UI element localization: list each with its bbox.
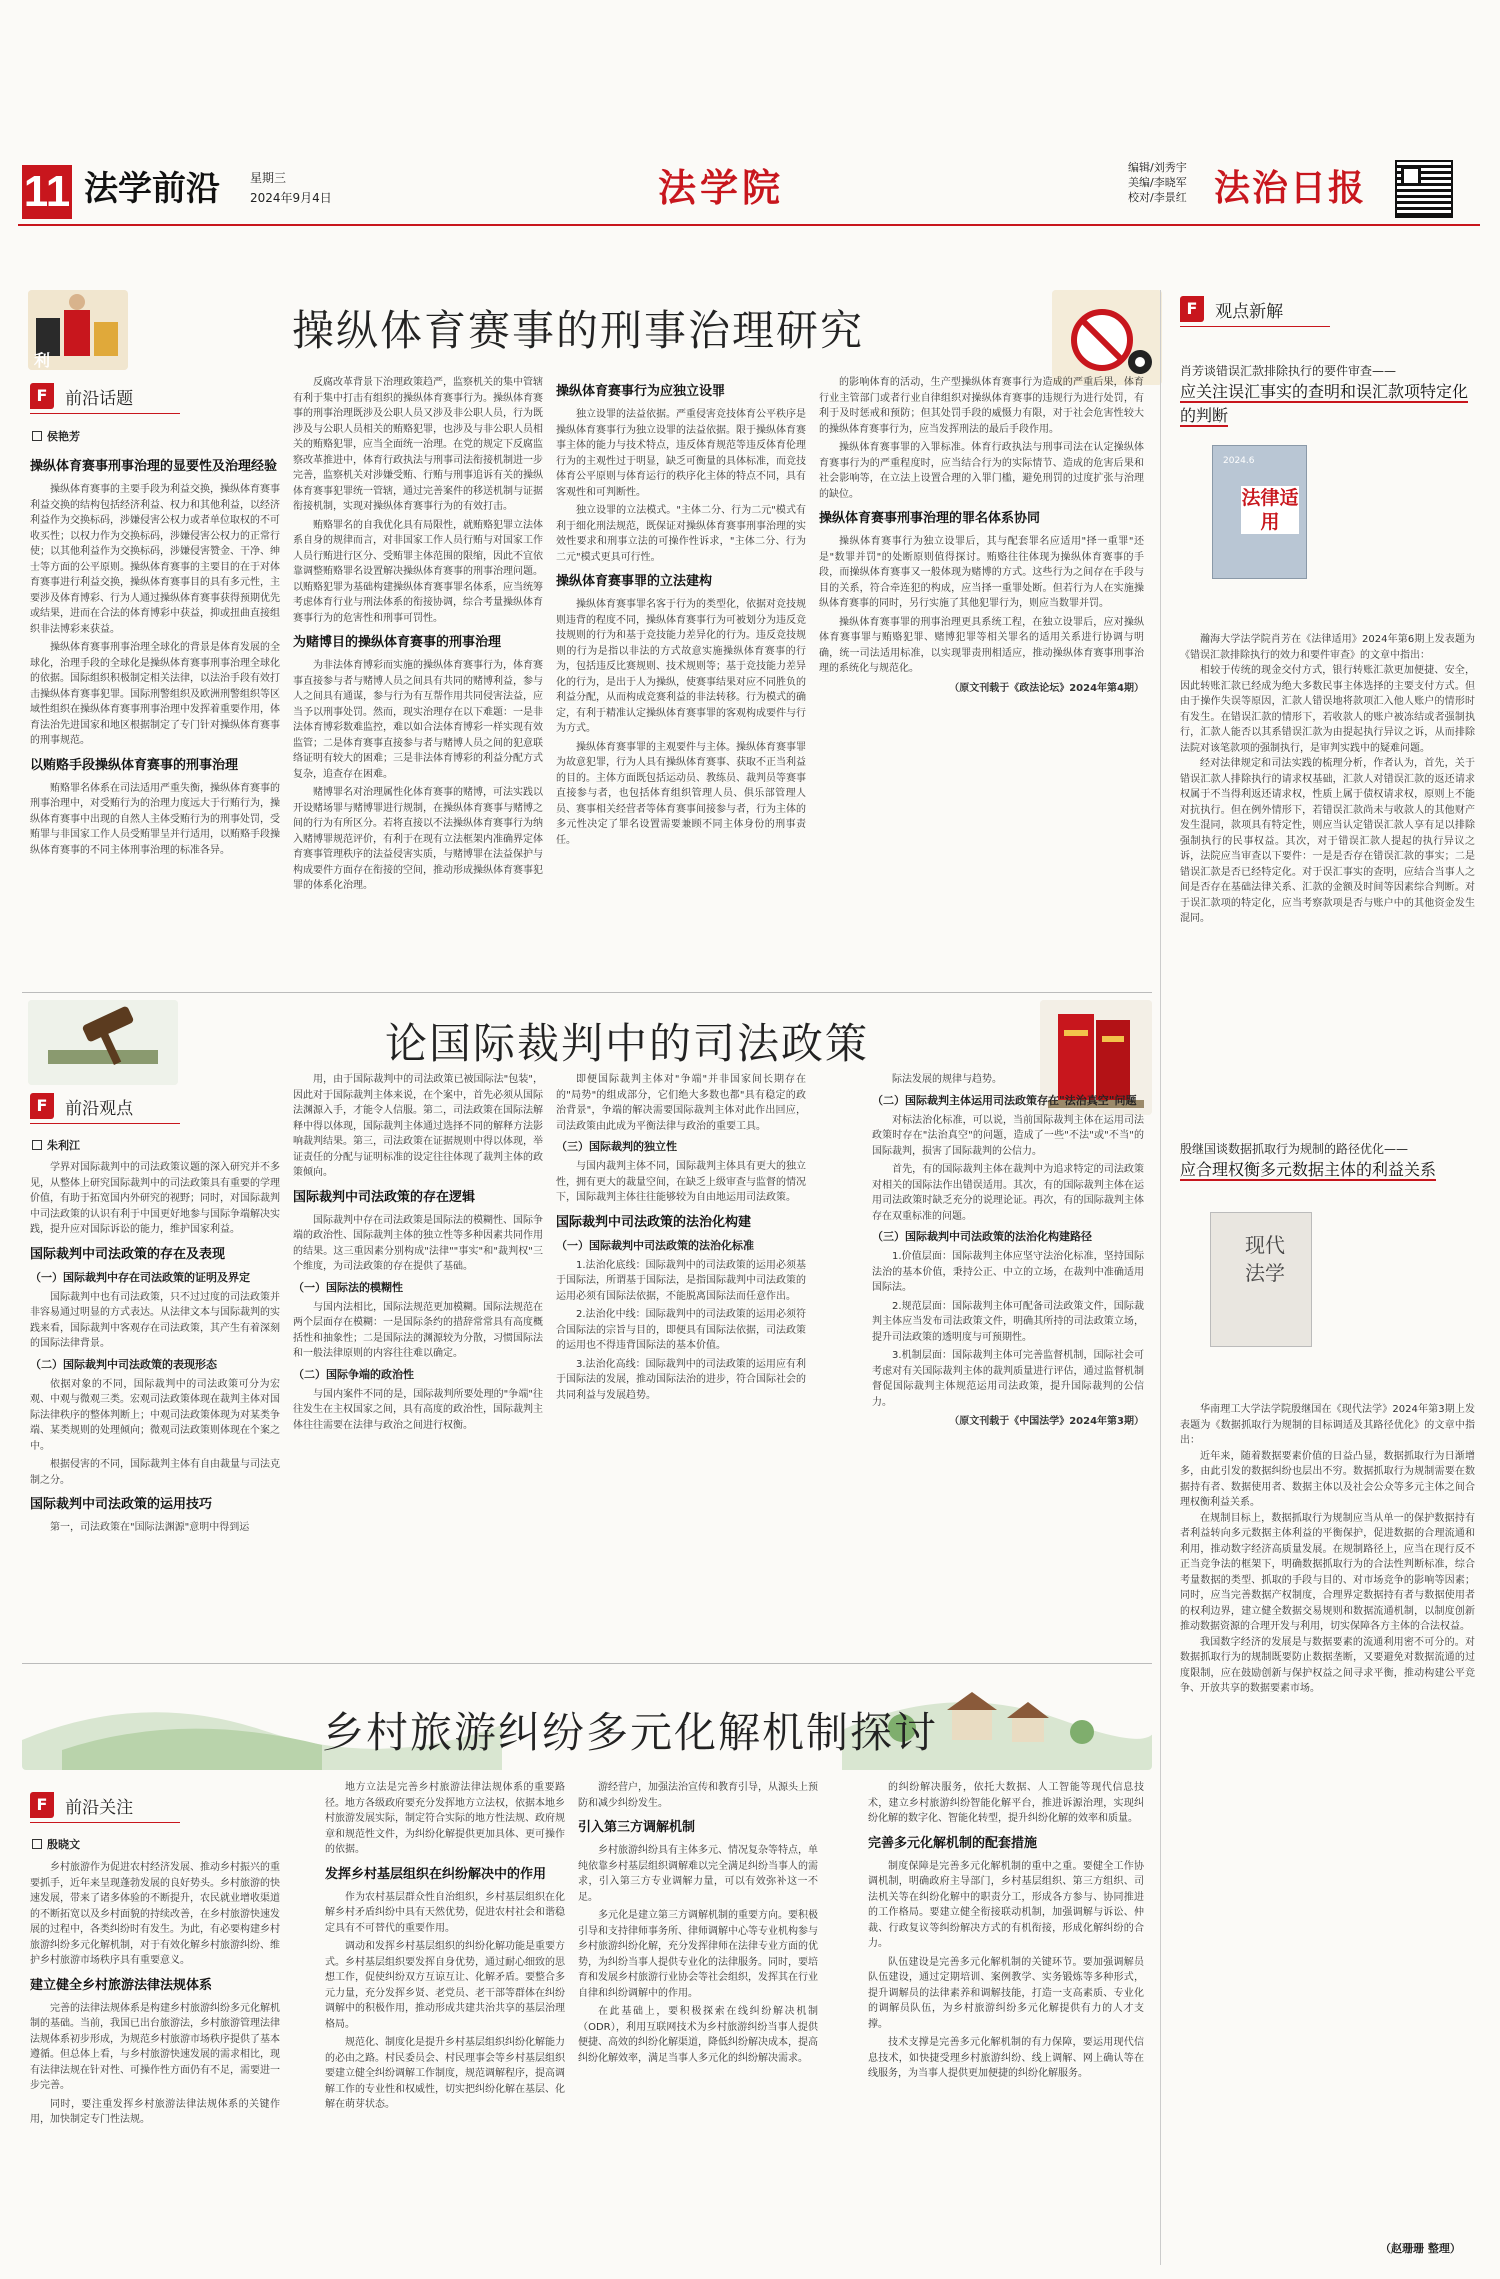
paragraph: 华南理工大学法学院殷继国在《现代法学》2024年第3期上发表题为《数据抓取行为规制的目标调适及其路径优化》的文章中指出： [1180,1404,1475,1446]
paragraph: 技术支撑是完善多元化解机制的有力保障，要运用现代信息技术，如快捷受理乡村旅游纠纷、线上调解、网上确认等在线服务，为当事人提供更加便捷的纠纷化解服务。 [868,2037,1144,2079]
date: 2024年9月4日 [250,191,332,205]
subheading: 引入第三方调解机制 [578,1820,696,1835]
article-column [293,1072,543,1655]
paragraph: 2.规范层面：国际裁判主体可配备司法政策文件，国际裁判主体应当发布司法政策文件，明确其所持的司法政策立场，提升司法政策的透明度与可预期性。 [872,1300,1144,1343]
section-tag [30,1792,190,1822]
article-title: 论国际裁判中的司法政策 [385,1019,870,1068]
paragraph: 3.法治化高线：国际裁判中的司法政策的运用应有利于国际法的发展，推动国际法治的进步，符合国际社会的共同利益与发展趋势。 [556,1358,806,1401]
section-f-icon: F [30,1093,54,1119]
subheading: 操纵体育赛事罪的立法建构 [556,574,713,589]
author-byline [32,1836,80,1852]
paragraph: 与国内裁判主体不同，国际裁判主体具有更大的独立性，拥有更大的裁量空间，在缺乏上级审查与监督的情况下，国际裁判主体往往能够较为自由地运用司法政策。 [556,1161,806,1203]
article-column [30,450,280,985]
subheading: 为赌博目的操纵体育赛事的刑事治理 [293,635,502,650]
paragraph: 操纵体育赛事的主要手段为利益交换，操纵体育赛事利益交换的结构包括经济利益、权力和其他利益，以经济利益作为交换标码，涉嫌侵害公权力或者单位取权的不可收买性；以权力作为交换标码，涉嫌侵害公权力的正常行使；以其他利益作为交换标码，涉嫌侵害赞金、干净、绅士等方面的公平原则。操纵体育赛事的主要目的在于对体育赛事进行利益交换，操纵体育赛事目的具有多元性，主要涉及体育博彩、行为人通过操纵体育赛事获得预期优先或结果，进而在合法的体育博彩中获益，抑或扭曲直接组织非法博彩来获益。 [30,484,280,635]
headline-lead: 肖芳谈错误汇款排除执行的要件审查—— [1180,364,1397,378]
article-column [293,375,543,985]
subheading: 国际裁判中司法政策的运用技巧 [30,1497,213,1512]
paragraph: 乡村旅游纠纷具有主体多元、情况复杂等特点，单纯依靠乡村基层组织调解难以完全满足纠纷当事人的需求，引入第三方专业调解力量，可以有效弥补这一不足。 [578,1845,818,1903]
paragraph: 依据对象的不同，国际裁判中的司法政策可分为宏观、中观与微观三类。宏观司法政策体现在裁判主体对国际法律秩序的整体判断上；中观司法政策体现为对某类争端、某类规则的处理倾向；微观司法政策则体现在个案之中。 [30,1378,280,1452]
paragraph: 我国数字经济的发展是与数据要素的流通利用密不可分的。对数据抓取行为的规制既要防止数据垄断，又要避免对数据流通的过度限制，应在鼓励创新与保护权益之间寻求平衡，推动构建公平竞争、开放共享的数据要素市场。 [1180,1636,1475,1694]
paragraph: 2.法治化中线：国际裁判中的司法政策的运用必须符合国际法的宗旨与目的，即便具有国际法依据，司法政策的运用也不得违背国际法的基本价值。 [556,1309,806,1351]
editor-credit: 美编/李晓军 [1128,176,1187,189]
viewpoint-body [1180,632,1475,1127]
subheading: 操纵体育赛事刑事治理的显要性及治理经验 [30,459,278,474]
paragraph: 对标法治化标准，可以说，当前国际裁判主体在运用司法政策时存在"法治真空"的问题，造成了一些"不法"或"不当"的国际裁判，损害了国际裁判的公信力。 [872,1114,1144,1157]
paragraph: 国际裁判中也有司法政策，只不过过度的司法政策并非容易通过明显的方式表达。从法律文本与国际裁判的实践来看，国际裁判中客观存在司法政策，其产生有着深刻的国际法律背景。 [30,1291,280,1349]
article-column [556,375,806,985]
article-column [868,1780,1144,2260]
paragraph: 首先，有的国际裁判主体在裁判中为追求特定的司法政策对相关的国际法作出错误适用。其次，有的国际裁判主体在运用司法政策时缺乏充分的说理论证。再次，有的国际裁判主体存在双重标准的问题。 [872,1164,1144,1222]
article-column [872,1072,1144,1655]
viewpoint-headline [1180,1140,1475,1182]
paragraph: 独立设罪的法益依据。严重侵害竞技体育公平秩序是操纵体育赛事行为独立设罪的法益依据。限于操纵体育赛事主体的能力与技术特点，违反体育规范等违反体育伦理行为的主观性过于明显，缺乏可衡量的具体标准，而竞技体育公平原则与体育运行的秩序化主体的特点不同，具有客观性和可判断性。 [556,409,806,498]
paragraph: 调动和发挥乡村基层组织的纠纷化解功能是重要方式。乡村基层组织要发挥自身优势，通过耐心细致的思想工作，促使纠纷双方互谅互让、化解矛盾。要整合多元力量，充分发挥乡贤、老党员、老干部等群体在纠纷调解中的积极作用，推动形成共建共治共享的基层治理格局。 [325,1941,565,2030]
journal-title: 现代法学 [1245,1233,1285,1285]
minor-heading: （二）国际裁判主体运用司法政策存在"法治真空"问题 [872,1093,1137,1107]
article-column [578,1780,818,2260]
paragraph: 独立设罪的立法模式。"主体二分、行为二元"模式有利于细化刑法规范，既保证对操纵体育赛事刑事治理的实效性要求和刑事立法的可操作性诉求，"主体二分、行为二元"模式更具可行性。 [556,505,806,563]
gavel-illustration [28,1000,178,1085]
paragraph: 队伍建设是完善多元化解机制的关键环节。要加强调解员队伍建设，通过定期培训、案例教学、实务锻炼等多种形式，提升调解员的法律素养和调解技能，打造一支高素质、专业化的调解员队伍，为乡村旅游纠纷多元化解提供有力的人才支撑。 [868,1956,1144,2030]
subheading: 操纵体育赛事行为应独立设罪 [556,384,726,399]
section-tag-label: 前沿观点 [65,1098,134,1119]
paragraph: 操纵体育赛事行为独立设罪后，其与配套罪名应适用"择一重罪"还是"数罪并罚"的处断原则值得探讨。贿赂往往体现为操纵体育赛事的手段，而操纵体育赛事又一般体现为赌博的方式。这些行为之间存在手段与目的关系，符合牵连犯的构成，应当择一重罪处断。但若行为人在实施操纵体育赛事的同时，另行实施了其他犯罪行为，则应当数罪并罚。 [819,536,1144,609]
paragraph: 为非法体育博彩而实施的操纵体育赛事行为，体育赛事直接参与者与赌博人员之间具有共同的赌博利益，参与人之间具有通谋，参与行为有互帮作用共同侵害法益，应当予以刑事处罚。然而，现实治理存在以下难题：一是非法体育博彩数难监控，难以如合法体育博彩一样实现有效监管；二是体育赛事直接参与者与赌博人员之间的犯意联络证明有较大的困难；三是非法体育博彩的利益分配方式复杂，追查存在困难。 [293,660,543,780]
paragraph: 国际裁判中存在司法政策是国际法的模糊性、国际争端的政治性、国际裁判主体的独立性等多种因素共同作用的结果。这三重因素分别构成"法律""事实"和"裁判权"三个维度，为司法政策的存在提供了基础。 [293,1214,543,1272]
section-f-icon: F [30,383,54,409]
headline-lead: 殷继国谈数据抓取行为规制的路径优化—— [1180,1142,1409,1156]
header-rule [18,224,1480,226]
author-byline [32,1137,80,1153]
subheading: 国际裁判中司法政策的存在逻辑 [293,1189,476,1205]
paragraph: 与国内案件不同的是，国际裁判所要处理的"争端"往往发生在主权国家之间，具有高度的政治性，国际裁判主体往往需要在法律与政治之间进行权衡。 [293,1388,543,1431]
article-column [325,1780,565,2260]
subheading: 建立健全乡村旅游法律法规体系 [30,1977,213,1993]
paragraph: 地方立法是完善乡村旅游法律法规体系的重要路径。地方各级政府要充分发挥地方立法权，依据本地乡村旅游发展实际，制定符合实际的地方性法规、政府规章和规范性文件，为纠纷化解提供更加具体、更可操作的依据。 [325,1782,565,1855]
paragraph: 第一，司法政策在"国际法渊源"意明中得到运 [50,1522,250,1533]
paragraph: 乡村旅游作为促进农村经济发展、推动乡村振兴的重要抓手，近年来呈现蓬勃发展的良好势头。乡村旅游的快速发展，带来了诸多体验的不断提升，农民就业增收渠道的不断拓宽以及乡村面貌的持续改善，在乡村旅游快速发展的过程中，各类纠纷时有发生。为此，有必要构建乡村旅游纠纷多元化解机制，对于有效化解乡村旅游纠纷、维护乡村旅游市场秩序具有重要意义。 [30,1862,280,1966]
paragraph: 操纵体育赛事罪的入罪标准。体育行政执法与刑事司法在认定操纵体育赛事行为的严重程度时，应当结合行为的实际情节、造成的危害后果和社会影响等，在立法上设置合理的入罪门槛，避免刑罚的过度扩张与治理的缺位。 [819,442,1144,500]
viewpoint-headline [1180,362,1475,428]
subheading: 完善多元化解机制的配套措施 [868,1835,1038,1851]
paragraph: 完善的法律法规体系是构建乡村旅游纠纷多元化解机制的基础。当前，我国已出台旅游法，乡村旅游管理法律法规体系初步形成，为规范乡村旅游市场秩序提供了基本遵循。但总体上看，与乡村旅游快速发展的需求相比，现有法律法规在针对性、可操作性方面仍有不足，需要进一步完善。 [30,2002,280,2091]
paragraph: 3.机制层面：国际裁判主体可完善监督机制，国际社会可考虑对有关国际裁判主体的裁判质量进行评估，通过监督机制督促国际裁判主体规范运用司法政策，提升国际裁判的公信力。 [872,1350,1144,1408]
section-tag [1180,296,1340,326]
author-name: 侯艳芳 [47,430,80,443]
article-column [819,375,1144,985]
minor-heading: （三）国际裁判的独立性 [556,1140,677,1153]
paragraph: 与国内法相比，国际法规范更加模糊。国际法规范在两个层面存在模糊：一是国际条约的措辞常常具有高度概括性和抽象性；二是国际法的渊源较为分散，习惯国际法和一般法律原则的内容往往难以确定。 [293,1301,543,1359]
article-column [556,1072,806,1655]
headline-main: 应关注误汇事实的查明和误汇款项特定化的判断 [1180,382,1469,425]
section-divider [22,992,1152,993]
issue-date [250,168,332,208]
article-column [30,1160,280,1655]
article-title: 乡村旅游纠纷多元化解机制探讨 [322,1708,939,1757]
minor-heading: （二）国际争端的政治性 [293,1367,414,1381]
paragraph: 赌博罪名对治理属性化体育赛事的赌博，可法实践以开设赌场罪与赌博罪进行规制，在操纵体育赛事与赌博之间的行为有所区分。若将直接以不法操纵体育赛事行为纳入赌博罪规范评价，有利于在现有立法框架内准确界定体育赛事管理秩序的法益侵害实质，与赌博罪在法益保护与构成要件方面存在衔接的空间，推动形成操纵体育赛事犯罪的体系化治理。 [293,787,543,891]
paragraph: 游经营户，加强法治宣传和教育引导，从源头上预防和减少纠纷发生。 [578,1782,818,1809]
journal-cover [1210,1212,1312,1347]
paragraph: 贿赂罪名体系在司法适用严重失衡，操纵体育赛事的刑事治理中，对受贿行为的治理力度远大于行贿行为，操纵体育赛事中出现的自然人主体受贿行为的刑事处罚，受贿罪与非国家工作人员受贿罪呈并行适用，以贿赂手段操纵体育赛事的不同主体刑事治理的标准各异。 [30,782,280,856]
headline-main: 应合理权衡多元数据主体的利益关系 [1180,1160,1437,1179]
journal-issue: 2024.6 [1223,456,1255,466]
football-illustration [1052,290,1162,385]
paragraph: 际法发展的规律与趋势。 [892,1074,1002,1085]
author-name: 殷晓文 [47,1838,80,1851]
journal-cover [1212,445,1307,579]
paragraph: 根据侵害的不同，国际裁判主体有自由裁量与司法克制之分。 [30,1459,280,1486]
source-note: （原文刊载于《中国法学》2024年第3期） [949,1416,1144,1427]
paragraph: 规范化、制度化是提升乡村基层组织纠纷化解能力的必由之路。村民委员会、村民理事会等乡村基层组织要建立健全纠纷调解工作制度，规范调解程序，提高调解工作的专业性和权威性，切实把纠纷化解在基层、化解在萌芽状态。 [325,2037,565,2110]
weekday: 星期三 [250,171,287,185]
subheading: 国际裁判中司法政策的存在及表现 [30,1246,226,1262]
paragraph: 的影响体育的活动，生产型操纵体育赛事行为造成的严重后果，体育行业主管部门或者行业自律组织对操纵体育赛事的违规行为进行处罚，有利于及时惩戒和预防；但其处罚手段的威慑力有限，对于社会危害性较大的操纵体育赛事行为，应当发挥刑法的最后手段作用。 [819,377,1144,435]
paragraph: 近年来，随着数据要素价值的日益凸显，数据抓取行为日渐增多，由此引发的数据纠纷也层出不穷。数据抓取行为规制需要在数据持有者、数据使用者、数据主体以及社会公众等多元主体之间合理权衡利益关系。 [1180,1450,1475,1508]
illustration-caption: 利 [34,351,51,370]
paragraph: 反腐改革背景下治理政策趋严，监察机关的集中管辖有利于集中打击有组织的操纵体育赛事行为。操纵体育赛事的刑事治理既涉及公职人员又涉及非公职人员，行为既涉及与公职人员相关的贿赂犯罪，也涉及与非公职人员相关的贿赂犯罪，应当全面统一治理。在党的规定下反腐监察改革推进中，体育行政执法与刑事司法衔接机制进一步完善，监察机关对涉嫌受贿、行贿与刑事追诉有关的操纵体育赛事犯罪统一管辖，通过完善案件的移送机制与证据衔接机制，实现对操纵体育赛事行为的有效打击。 [293,377,543,512]
section-f-icon: F [1180,296,1204,322]
paragraph: 1.法治化底线：国际裁判中的司法政策的运用必须基于国际法，所谓基于国际法，是指国际裁判中司法政策的运用必须有国际法依据，不能脱离国际法而任意作出。 [556,1259,806,1302]
paragraph: 操纵体育赛事罪名客于行为的类型化，依据对竞技规则违背的程度不同，操纵体育赛事行为可被划分为违反竞技规则的行为和基于竞技能力差异化的行为。违反竞技规则的行为是指以非法的方式故意实施操纵体育赛事的行为，包括违反比赛规则、技术规则等；基于竞技能力差异化的行为，是出于人为操纵，使赛事结果对应不同胜负的利益分配，从而构成竞赛利益的非法转移。行为模式的确定，有利于精准认定操纵体育赛事罪的客观构成要件与行为方式。 [556,599,806,734]
paragraph: 同时，要注重发挥乡村旅游法律法规体系的关键作用，加快制定专门性法规。 [30,2098,280,2125]
minor-heading: （三）国际裁判中司法政策的法治化构建路径 [872,1230,1092,1243]
editor-credit: 校对/李景红 [1128,191,1187,204]
article-column [30,1860,280,2260]
section-tag [30,1093,190,1123]
referee-illustration [28,290,128,370]
source-note: （原文刊载于《政法论坛》2024年第4期） [949,682,1144,694]
minor-heading: （一）国际裁判中司法政策的法治化标准 [556,1238,754,1252]
minor-heading: （一）国际法的模糊性 [293,1280,403,1294]
paragraph: 即便国际裁判主体对"争端"并非国家间长期存在的"局势"的组成部分，它们绝大多数也都"具有稳定的政治背景"，争端的解决需要国际裁判主体对此作出回应，司法政策由此成为平衡法律与政治的重要工具。 [556,1074,806,1132]
page-brand: 法学院 [658,165,785,210]
paragraph: 1.价值层面：国际裁判主体应坚守法治化标准，坚持国际法治的基本价值，秉持公正、中立的立场，在裁判中准确适用国际法。 [872,1251,1144,1293]
paragraph: 经对法律规定和司法实践的梳理分析，作者认为，首先，关于错误汇款人排除执行的请求权基础，汇款人对错误汇款的返还请求权属于不当得利返还请求权，性质上属于债权请求权，原则上不能对抗执行。但在例外情形下，若错误汇款尚未与收款人的其他财产发生混同，款项具有特定性，则应当认定错误汇款人享有足以排除强制执行的民事权益。其次，对于错误汇款人提起的执行异议之诉，法院应当审查以下要件：一是是否存在错误汇款的事实；二是错误汇款是否已经特定化。对于误汇事实的查明，应结合当事人之间是否存在基础法律关系、汇款的金额及时间等因素综合判断。对于误汇款项的特定化，应当考察款项是否与账户中的其他资金发生混同。 [1180,758,1475,924]
subheading: 发挥乡村基层组织在纠纷解决中的作用 [325,1866,547,1882]
editor-credits [1128,160,1187,205]
paragraph: 多元化是建立第三方调解机制的重要方向。要积极引导和支持律师事务所、律师调解中心等专业机构参与乡村旅游纠纷化解，充分发挥律师在法律专业方面的优势，为纠纷当事人提供专业化的法律服务。同时，要培育和发展乡村旅游行业协会等社会组织，发挥其在行业自律和纠纷调解中的作用。 [578,1910,818,1999]
author-name: 朱利江 [47,1139,80,1152]
article-title: 操纵体育赛事的刑事治理研究 [292,306,865,355]
paragraph: 贿赂罪名的自我优化具有局限性，就贿赂犯罪立法体系自身的规律而言，对非国家工作人员行贿与对国家工作人员行贿进行区分、受贿罪主体范围的限缩，因此不宜依靠调整贿赂罪名设置解决操纵体育赛事的刑事治理问题。以贿赂犯罪为基础构建操纵体育赛事罪名体系，应当统筹考虑体育行业与刑法体系的衔接协调，综合考量操纵体育赛事行为的危害性和刑事可罚性。 [293,519,543,624]
column-divider [1160,290,1161,2265]
paragraph: 在规制目标上，数据抓取行为规制应当从单一的保护数据持有者利益转向多元数据主体利益的平衡保护，促进数据的合理流通和利用，推动数字经济高质量发展。在规制路径上，应当在现行反不正当竞争法的框架下，明确数据抓取行为的合法性判断标准，综合考量数据的类型、抓取的手段与目的、对市场竞争的影响等因素；同时，应当完善数据产权制度，合理界定数据持有者与数据使用者的权利边界，建立健全数据交易规则和数据流通机制，以制度创新推动数据资源的合理开发与利用，切实保障各方主体的合法权益。 [1180,1512,1475,1632]
section-tag-label: 前沿关注 [65,1797,134,1818]
paragraph: 操纵体育赛事刑事治理全球化的背景是体育发展的全球化，治理手段的全球化是操纵体育赛事刑事治理全球化的依据。国际组织积极制定相关法律，以法治手段有效打击操纵体育赛事犯罪。国际刑警组织及欧洲刑警组织等区域性组织在操纵体育赛事刑事治理中发挥着重要作用，体育法治先进国家和地区根据制定了专门针对操纵体育赛事的刑事规范。 [30,642,280,746]
journal-title: 法律适用 [1241,487,1299,533]
paragraph: 用，由于国际裁判中的司法政策已被国际法"包装"，因此对于国际裁判主体来说，在个案中，首先必须从国际法渊源入手，才能令人信服。第二，司法政策在国际法解释中得以体现，国际裁判主体通过选择不同的解释方法影响裁判结果。第三，司法政策在证据规则中得以体现，举证责任的分配与证明标准的设定往往体现了裁判主体的政策倾向。 [293,1074,543,1178]
section-tag [30,383,190,413]
editor-note: （赵珊珊 整理） [1380,2242,1461,2255]
subheading: 操纵体育赛事刑事治理的罪名体系协同 [819,511,1041,526]
paragraph: 操纵体育赛事罪的主观要件与主体。操纵体育赛事罪为故意犯罪，行为人具有操纵体育赛事、获取不正当利益的目的。主体方面既包括运动员、教练员、裁判员等赛事直接参与者，也包括体育组织管理人员、俱乐部管理人员、赛事相关经营者等体育赛事间接参与者，行为主体的多元性决定了罪名设置需要兼顾不同主体身份的刑事责任。 [556,741,806,846]
section-tag-label: 前沿话题 [65,388,134,409]
minor-heading: （一）国际裁判中存在司法政策的证明及界定 [30,1270,250,1284]
paragraph: 在此基础上，要积极探索在线纠纷解决机制（ODR），利用互联网技术为乡村旅游纠纷当事人提供便捷、高效的纠纷化解渠道，降低纠纷解决成本，提高纠纷化解效率，满足当事人多元化的纠纷解决需求。 [578,2006,818,2064]
subheading: 以贿赂手段操纵体育赛事的刑事治理 [30,757,239,773]
paragraph: 制度保障是完善多元化解机制的重中之重。要健全工作协调机制，明确政府主导部门，乡村基层组织、第三方组织、司法机关等在纠纷化解中的职责分工，形成各方参与、协同推进的工作格局。要建立健全衔接联动机制，加强调解与诉讼、仲裁、行政复议等纠纷解决方式的有机衔接，形成化解纠纷的合力。 [868,1860,1144,1949]
minor-heading: （二）国际裁判中司法政策的表现形态 [30,1357,217,1371]
paragraph: 的纠纷解决服务，依托大数据、人工智能等现代信息技术，建立乡村旅游纠纷智能化解平台，推进诉源治理，实现纠纷化解的数字化、智能化转型，提升纠纷化解的效率和质量。 [868,1782,1144,1824]
paragraph: 学界对国际裁判中的司法政策议题的深入研究并不多见，从整体上研究国际裁判中的司法政策具有重要的学理价值，有助于拓宽国内外研究的视野；同时，对国际裁判中司法政策的认识有利于中国更好地参与国际争端解决实践，提升应对国际诉讼的能力，维护国家利益。 [30,1162,280,1235]
author-byline [32,428,80,444]
section-divider [22,1663,1152,1664]
editor-credit: 编辑/刘秀宇 [1128,161,1187,174]
page-number: 11 [22,165,72,219]
viewpoint-body [1180,1402,1475,2230]
paragraph: 相较于传统的现金交付方式，银行转账汇款更加便捷、安全，因此转账汇款已经成为绝大多数民事主体选择的主要支付方式。但由于操作失误等原因，汇款人错误地将款项汇入他人账户的情形时有发生。在错误汇款的情形下，若收款人的账户被冻结或者强制执行，汇款人能否以其系错误汇款为由提起执行异议之诉，从而排除法院对该笔款项的强制执行，是审判实践中的疑难问题。 [1180,665,1475,754]
paragraph: 瀚海大学法学院肖芳在《法律适用》2024年第6期上发表题为《错误汇款排除执行的效力和要件审查》的文章中指出： [1180,634,1475,661]
section-tag-label: 观点新解 [1215,301,1284,322]
paragraph: 操纵体育赛事罪的刑事治理更具系统工程，在独立设罪后，应对操纵体育赛事罪与贿赂犯罪、赌博犯罪等相关罪名的适用关系进行协调与明确，统一司法适用标准，以实现罪责刑相适应，推动操纵体育赛事刑事治理的系统化与规范化。 [819,616,1144,674]
newspaper-logo: 法治日报 [1214,167,1367,209]
section-f-icon: F [30,1792,54,1818]
subheading: 国际裁判中司法政策的法治化构建 [556,1214,752,1230]
section-title: 法学前沿 [84,169,220,209]
qr-code-icon[interactable] [1395,160,1453,218]
paragraph: 作为农村基层群众性自治组织，乡村基层组织在化解乡村矛盾纠纷中具有天然优势，促进农村社会和谐稳定具有不可替代的重要作用。 [325,1891,565,1934]
